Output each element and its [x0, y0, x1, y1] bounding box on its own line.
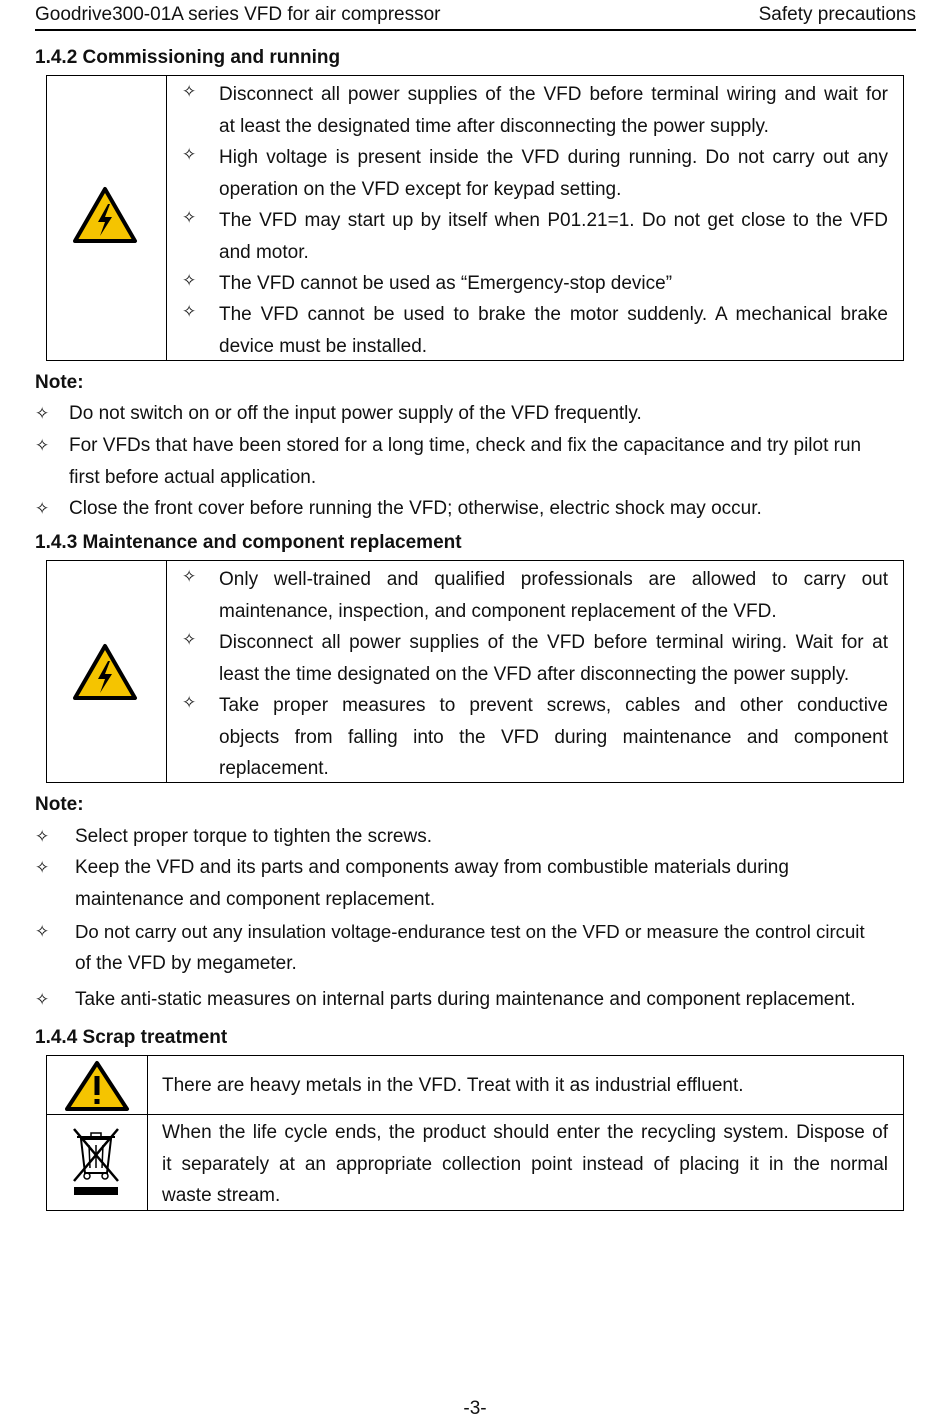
scrap-text-recycling: When the life cycle ends, the product should enter the recycling system. Dispose of it separately at an appropriate collection point instead of placing it in the normal waste stream. [162, 1122, 888, 1206]
document-title: Goodrive300-01A series VFD for air compressor [35, 4, 441, 25]
bullet-icon: ✧ [182, 302, 197, 321]
scrap-treatment-box [46, 1055, 904, 1211]
bullet-item: The VFD cannot be used to brake the motor suddenly. A mechanical brake device must be installed. [219, 304, 888, 357]
chapter-title: Safety precautions [758, 4, 916, 25]
bullet-item: High voltage is present inside the VFD during running. Do not carry out any operation on the VFD except for keypad setting. [219, 147, 888, 200]
bullet-icon: ✧ [182, 271, 197, 290]
bullet-item: Disconnect all power supplies of the VFD before terminal wiring. Wait for at least the time designated on the VFD after disconnecting the power supply. [219, 632, 888, 685]
maintenance-text-cell [168, 561, 903, 782]
electric-shock-warning-icon [72, 643, 138, 701]
bullet-item: Only well-trained and qualified professionals are allowed to carry out maintenance, inspection, and component replacement of the VFD. [219, 569, 888, 622]
bullet-icon: ✧ [35, 827, 50, 846]
page-header [35, 2, 916, 31]
note-item: Do not carry out any insulation voltage-endurance test on the VFD or measure the control circuit of the VFD by megameter. [75, 921, 865, 974]
scrap-row-heavy-metals [47, 1056, 903, 1115]
note-label: Note: [35, 794, 84, 815]
section-heading-commissioning: 1.4.2 Commissioning and running [35, 47, 341, 68]
warning-icon-cell [47, 76, 167, 360]
bullet-item: Disconnect all power supplies of the VFD before terminal wiring and wait for at least the designated time after disconnecting the power supply. [219, 84, 888, 137]
bullet-icon: ✧ [35, 858, 50, 877]
bullet-item: The VFD may start up by itself when P01.21=1. Do not get close to the VFD and motor. [219, 210, 888, 263]
note-label: Note: [35, 372, 84, 393]
note-item: Close the front cover before running the VFD; otherwise, electric shock may occur. [69, 498, 762, 519]
bullet-icon: ✧ [182, 693, 197, 712]
commissioning-warning-box [46, 75, 904, 361]
bullet-icon: ✧ [35, 404, 50, 423]
bullet-icon: ✧ [35, 436, 50, 455]
note-item: Select proper torque to tighten the screws. [75, 826, 432, 847]
bullet-icon: ✧ [35, 990, 50, 1009]
bullet-icon: ✧ [182, 630, 197, 649]
note-item: Take anti-static measures on internal parts during maintenance and component replacement. [75, 989, 856, 1010]
maintenance-warning-box [46, 560, 904, 783]
electric-shock-warning-icon [72, 186, 138, 244]
scrap-text-heavy-metals: There are heavy metals in the VFD. Treat with it as industrial effluent. [162, 1075, 744, 1096]
page-number: -3- [463, 1398, 487, 1419]
bullet-icon: ✧ [35, 499, 50, 518]
commissioning-text-cell [168, 76, 903, 360]
crossed-out-bin-icon [71, 1125, 123, 1199]
bullet-icon: ✧ [182, 145, 197, 164]
bullet-icon: ✧ [182, 82, 197, 101]
bullet-icon: ✧ [35, 922, 50, 941]
scrap-row-recycling [47, 1115, 903, 1210]
note-item: For VFDs that have been stored for a long time, check and fix the capacitance and try pilot run first before actual application. [69, 435, 862, 488]
bullet-item: Take proper measures to prevent screws, cables and other conductive objects from falling into the VFD during maintenance and component replacement. [219, 695, 888, 779]
section-heading-maintenance: 1.4.3 Maintenance and component replacement [35, 532, 462, 553]
note-item: Keep the VFD and its parts and components away from combustible materials during maintenance and component replacement. [75, 857, 789, 910]
bullet-item: The VFD cannot be used as “Emergency-stop device” [219, 273, 673, 294]
section-heading-scrap: 1.4.4 Scrap treatment [35, 1027, 228, 1048]
scrap-icon-cell [47, 1115, 148, 1210]
warning-icon-cell [47, 561, 167, 782]
scrap-icon-cell [47, 1056, 148, 1114]
general-warning-icon [64, 1060, 130, 1112]
note-item: Do not switch on or off the input power supply of the VFD frequently. [69, 403, 642, 424]
bullet-icon: ✧ [182, 567, 197, 586]
bullet-icon: ✧ [182, 208, 197, 227]
